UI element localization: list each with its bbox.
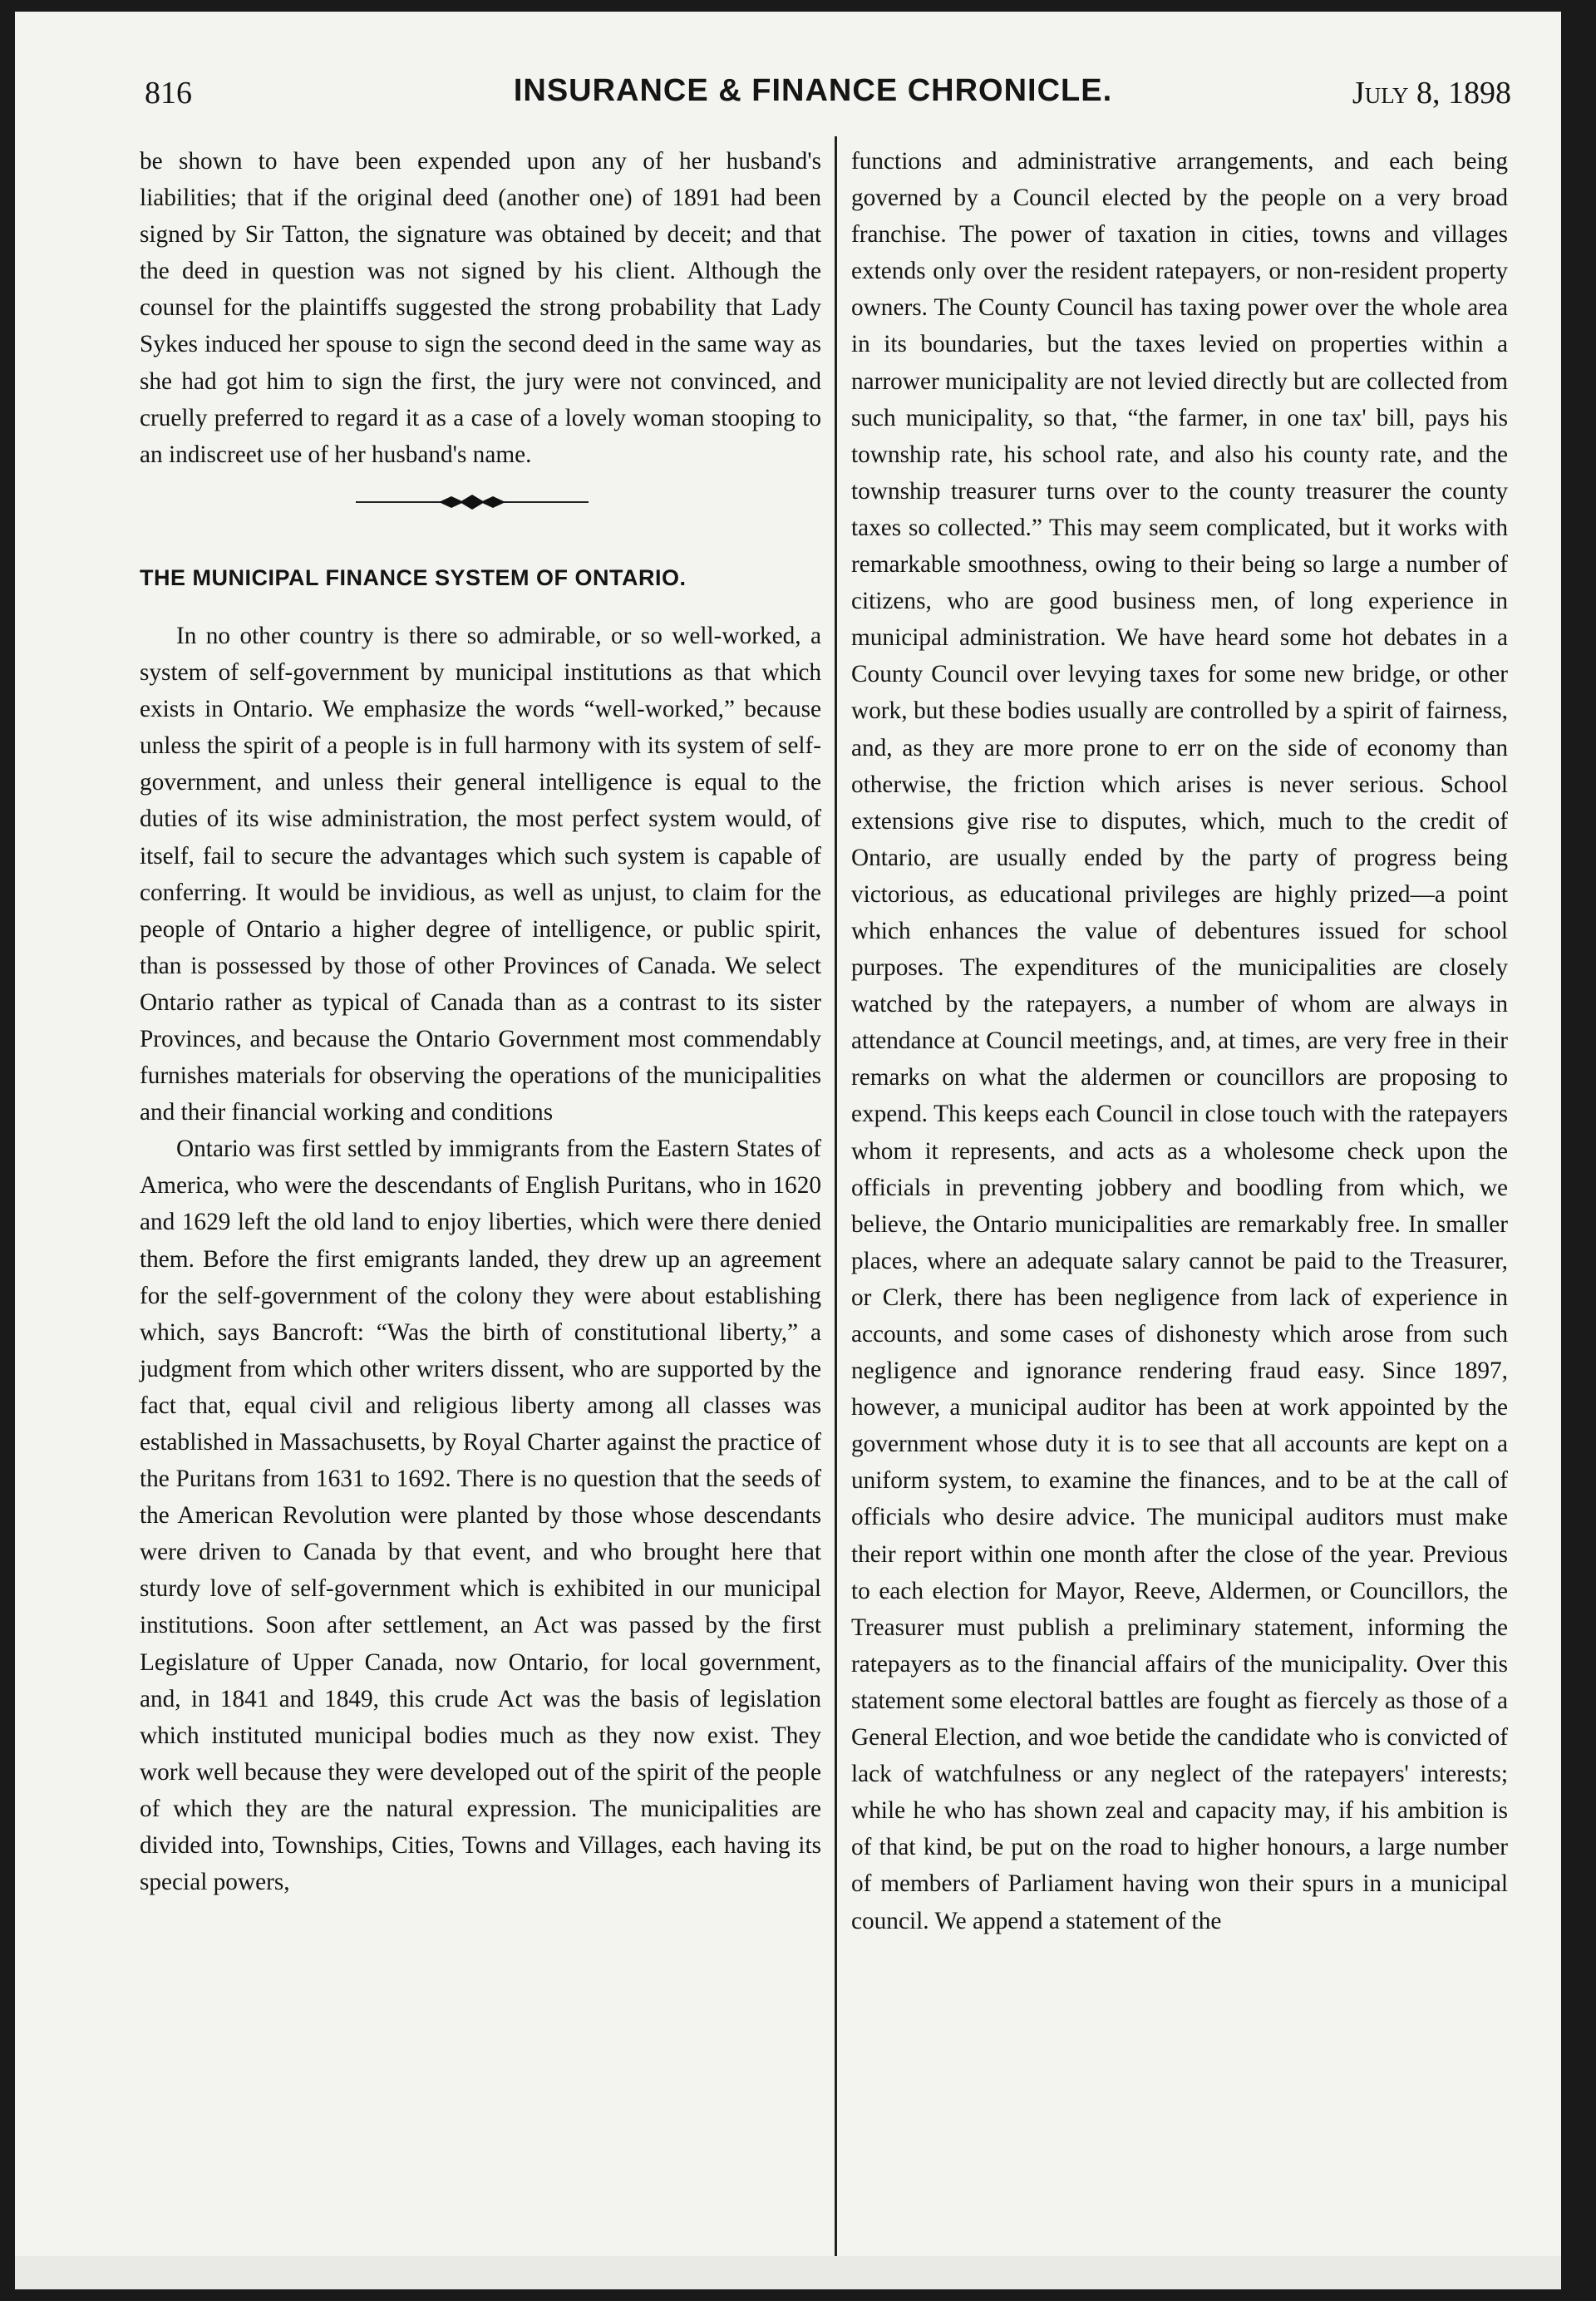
issue-date: July 8, 1898 (1352, 76, 1511, 111)
ornament-divider-icon (356, 490, 589, 515)
article-paragraph-1: In no other country is there so admirable, or so well-worked, a system of self-government by municipal institutions as that which exists in Ontario. We emphasize the words “well-worked,” because unless the spirit of a people is in full harmony with its system of self-government, and unless their general intelligence is equal to the duties of its wise administration, the most perfect system would, of itself, fail to secure the advantages which such system is capable of conferring. It would be invidious, as well as unjust, to claim for the people of Ontario a higher degree of intelligence, or public spirit, than is possessed by those of other Provinces of Canada. We select Ontario rather as typical of Canada than as a contrast to its sister Provinces, and because the Ontario Government most commendably furnishes materials for observing the operations of the municipalities and their financial working and conditions (140, 622, 821, 1126)
article-paragraph-2: Ontario was first settled by immigrants from the Eastern States of America, who were the descendants of English Puritans, who in 1620 and 1629 left the old land to enjoy liberties, which were there denied them. Before the first emigrants landed, they drew up an agreement for the self-government of the colony they were about establishing which, says Bancroft: “Was the birth of constitutional liberty,” a judgment from which other writers dissent, who are supported by the fact that, equal civil and religious liberty among all classes was established in Massachusetts, by Royal Charter against the practice of the Puritans from 1631 to 1692. There is no question that the seeds of the American Revolution were planted by those whose descendants were driven to Canada by that event, and who brought here that sturdy love of self-government which is exhibited in our municipal institutions. Soon after settlement, an Act was passed by the first Legislature of Upper Canada, now Ontario, for local government, and, in 1841 and 1849, this crude Act was the basis of legislation which instituted municipal bodies much as they now exist. They work well because they were developed out of the spirit of the people of which they are the natural expression. The municipalities are divided into, Townships, Cities, Towns and Villages, each having its special powers, (140, 1136, 821, 1896)
page-number: 816 (145, 76, 192, 111)
section-heading: THE MUNICIPAL FINANCE SYSTEM OF ONTARIO. (140, 564, 687, 590)
publication-title: INSURANCE & FINANCE CHRONICLE. (513, 73, 1113, 108)
continued-paragraph: be shown to have been expended upon any of her husband's liabilities; that if the original deed (another one) of 1891 had been signed by Sir Tatton, the signature was obtained by deceit; and that the deed in question was not signed by his client. Although the counsel for the plaintiffs suggested the strong probability that Lady Sykes induced her spouse to sign the second deed in the same way as she had got him to sign the first, the jury were not convinced, and cruelly preferred to regard it as a case of a lovely woman stooping to an indiscreet use of her husband's name. (140, 148, 821, 468)
column-divider (835, 136, 837, 2264)
article-paragraph-continued: functions and administrative arrangements, and each being governed by a Council elected by the people on a very broad franchise. The power of taxation in cities, towns and villages extends only over the resident ratepayers, or non-resident property owners. The County Council has taxing power over the whole area in its boundaries, but the taxes levied on properties within a narrower municipality are not levied directly but are collected from such municipality, so that, “the farmer, in one tax' bill, pays his township rate, his school rate, and also his county rate, and the township treasurer turns over to the county treasurer the county taxes so collected.” This may seem complicated, but it works with remarkable smoothness, owing to their being so large a number of citizens, who are good business men, of long experience in municipal administration. We have heard some hot debates in a County Council over levying taxes for some new bridge, or other work, but these bodies usually are controlled by a spirit of fairness, and, as they are more prone to err on the side of economy than otherwise, the friction which arises is never serious. School extensions give rise to disputes, which, much to the credit of Ontario, are usually ended by the party of progress being victorious, as educational privileges are highly prized—a point which enhances the value of debentures issued for school purposes. The expenditures of the municipalities are closely watched by the ratepayers, a number of whom are always in attendance at Council meetings, and, at times, are very free in their remarks on what the aldermen or councillors are proposing to expend. This keeps each Council in close touch with the ratepayers whom it represents, and acts as a wholesome check upon the officials in preventing jobbery and boodling from which, we believe, the Ontario municipalities are remarkably free. In smaller places, where an adequate salary cannot be paid to the Treasurer, or Clerk, there has been negligence from lack of experience in accounts, and some cases of dishonesty which arose from such negligence and ignorance rendering fraud easy. Since 1897, however, a municipal auditor has been at work appointed by the government whose duty it is to see that all accounts are kept on a uniform system, to examine the finances, and to be at the call of officials who desire advice. The municipal auditors must make their report within one month after the close of the year. Previous to each election for Mayor, Reeve, Aldermen, or Councillors, the Treasurer must publish a preliminary statement, informing the ratepayers as to the financial affairs of the municipality. Over this statement some electoral battles are fought as fiercely as those of a General Election, and woe betide the candidate who is convicted of lack of watchfulness or any neglect of the ratepayers' interests; while he who has shown zeal and capacity may, if his ambition is of that kind, be put on the road to higher honours, a large number of members of Parliament having won their spurs in a municipal council. We append a statement of the (851, 148, 1508, 1934)
page-header (115, 70, 1511, 120)
right-column (851, 143, 1508, 1939)
newspaper-page (15, 12, 1561, 2289)
left-column (140, 143, 821, 1900)
section-ornament (140, 485, 821, 535)
